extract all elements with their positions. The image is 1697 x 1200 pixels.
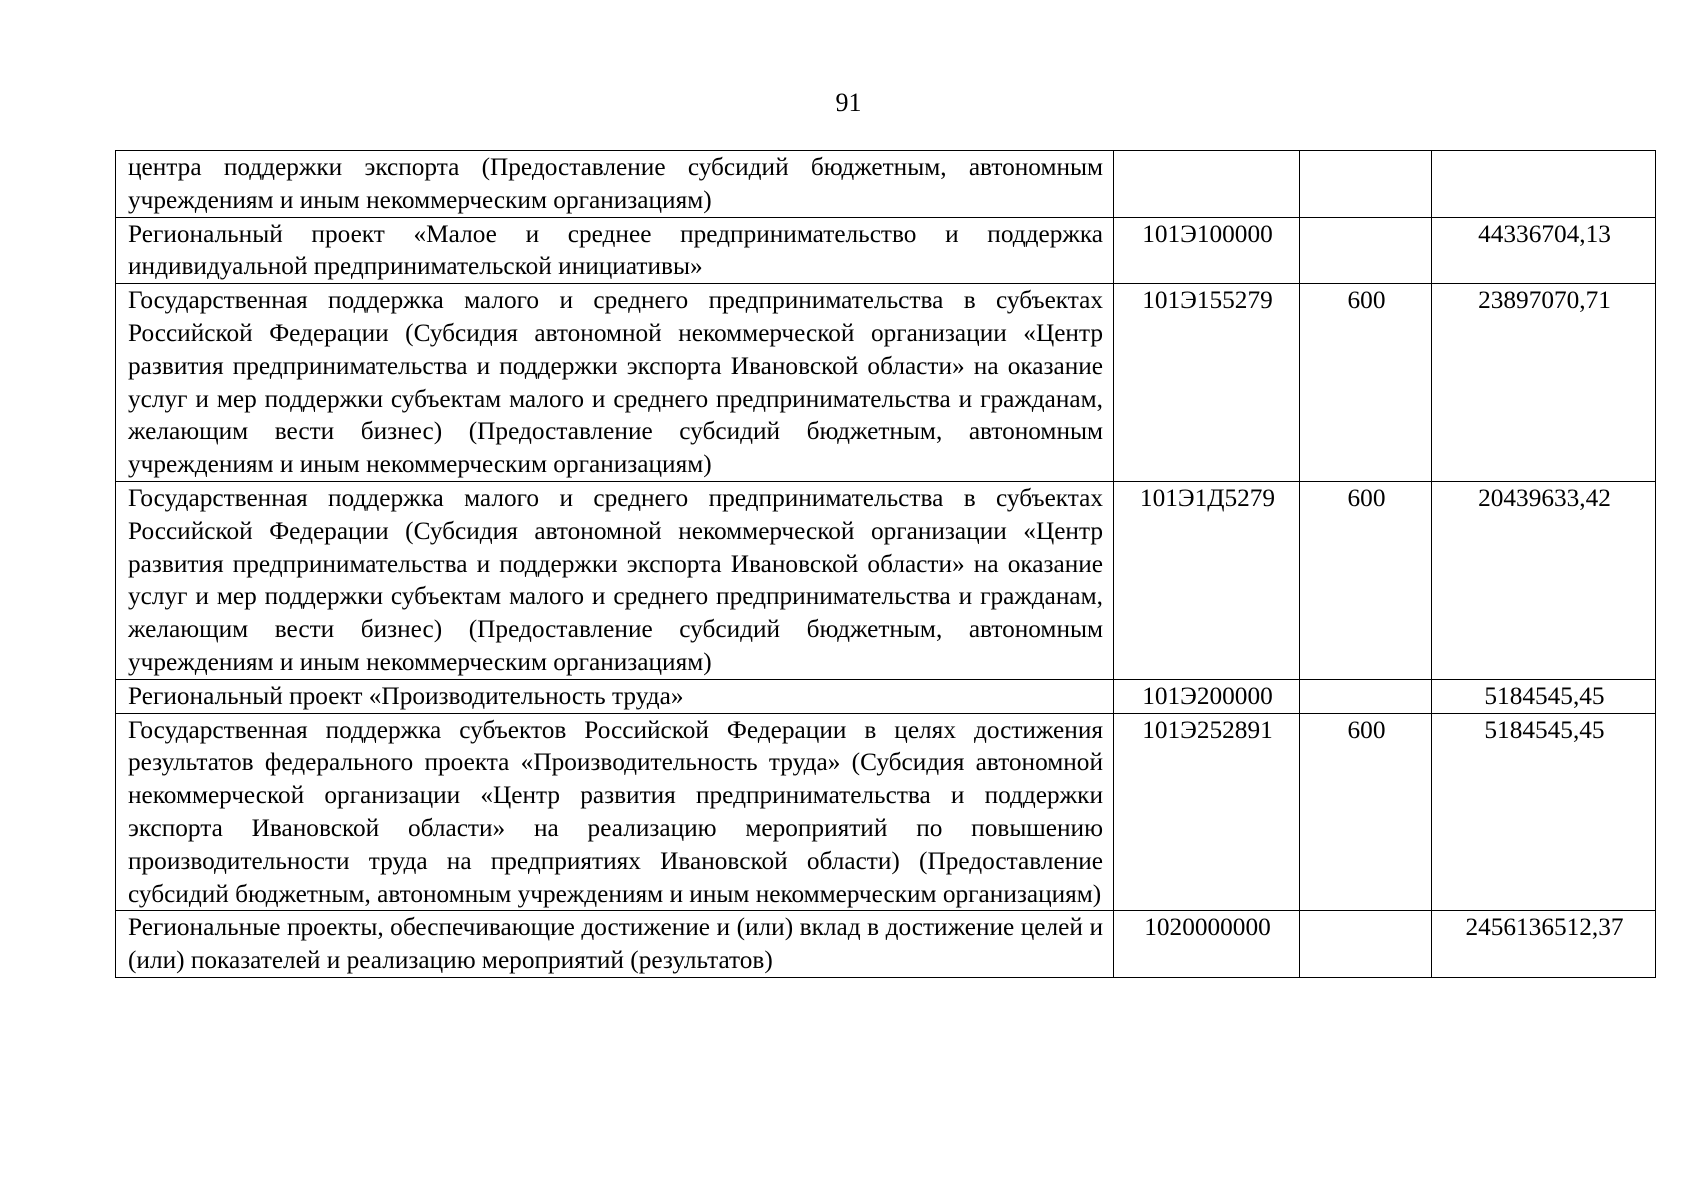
row-code-cell: 1020000000 bbox=[1114, 911, 1300, 978]
row-name-cell: Региональный проект «Малое и среднее предпринимательство и поддержка индивидуальной предпринимательской инициативы» bbox=[116, 217, 1114, 284]
table-row bbox=[116, 481, 1656, 679]
row-type-cell: 600 bbox=[1300, 284, 1432, 482]
row-name-cell: Государственная поддержка малого и среднего предпринимательства в субъектах Российской Федерации (Субсидия автономной некоммерческой организации «Центр развития предпринимательства и поддержки экспорта Ивановской области» на оказание услуг и мер поддержки субъектам малого и среднего предпринимательства и гражданам, желающим вести бизнес) (Предоставление субсидий бюджетным, автономным учреждениям и иным некоммерческим организациям) bbox=[116, 284, 1114, 482]
table-row bbox=[116, 911, 1656, 978]
row-type-cell bbox=[1300, 151, 1432, 218]
budget-table bbox=[115, 150, 1656, 978]
row-sum-cell: 5184545,45 bbox=[1432, 713, 1656, 911]
row-type-cell: 600 bbox=[1300, 713, 1432, 911]
row-code-cell: 101Э252891 bbox=[1114, 713, 1300, 911]
row-code-cell bbox=[1114, 151, 1300, 218]
row-sum-cell bbox=[1432, 151, 1656, 218]
page-number: 91 bbox=[835, 88, 862, 117]
row-name-cell: Государственная поддержка субъектов Российской Федерации в целях достижения результатов федерального проекта «Производительность труда» (Субсидия автономной некоммерческой организации «Центр развития предпринимательства и поддержки экспорта Ивановской области» на реализацию мероприятий по повышению производительности труда на предприятиях Ивановской области) (Предоставление субсидий бюджетным, автономным учреждениям и иным некоммерческим организациям) bbox=[116, 713, 1114, 911]
table-row bbox=[116, 713, 1656, 911]
table-row bbox=[116, 151, 1656, 218]
table-row bbox=[116, 284, 1656, 482]
table-row bbox=[116, 217, 1656, 284]
row-type-cell bbox=[1300, 679, 1432, 713]
row-sum-cell: 2456136512,37 bbox=[1432, 911, 1656, 978]
row-type-cell bbox=[1300, 911, 1432, 978]
row-name-cell: Региональные проекты, обеспечивающие достижение и (или) вклад в достижение целей и (или) показателей и реализацию мероприятий (результатов) bbox=[116, 911, 1114, 978]
row-name-cell: Региональный проект «Производительность труда» bbox=[116, 679, 1114, 713]
row-type-cell: 600 bbox=[1300, 481, 1432, 679]
table-row bbox=[116, 679, 1656, 713]
row-code-cell: 101Э100000 bbox=[1114, 217, 1300, 284]
row-name-cell: центра поддержки экспорта (Предоставление субсидий бюджетным, автономным учреждениям и иным некоммерческим организациям) bbox=[116, 151, 1114, 218]
row-type-cell bbox=[1300, 217, 1432, 284]
row-code-cell: 101Э155279 bbox=[1114, 284, 1300, 482]
row-code-cell: 101Э1Д5279 bbox=[1114, 481, 1300, 679]
row-sum-cell: 44336704,13 bbox=[1432, 217, 1656, 284]
row-sum-cell: 20439633,42 bbox=[1432, 481, 1656, 679]
row-sum-cell: 5184545,45 bbox=[1432, 679, 1656, 713]
row-name-cell: Государственная поддержка малого и среднего предпринимательства в субъектах Российской Федерации (Субсидия автономной некоммерческой организации «Центр развития предпринимательства и поддержки экспорта Ивановской области» на оказание услуг и мер поддержки субъектам малого и среднего предпринимательства и гражданам, желающим вести бизнес) (Предоставление субсидий бюджетным, автономным учреждениям и иным некоммерческим организациям) bbox=[116, 481, 1114, 679]
row-code-cell: 101Э200000 bbox=[1114, 679, 1300, 713]
row-sum-cell: 23897070,71 bbox=[1432, 284, 1656, 482]
